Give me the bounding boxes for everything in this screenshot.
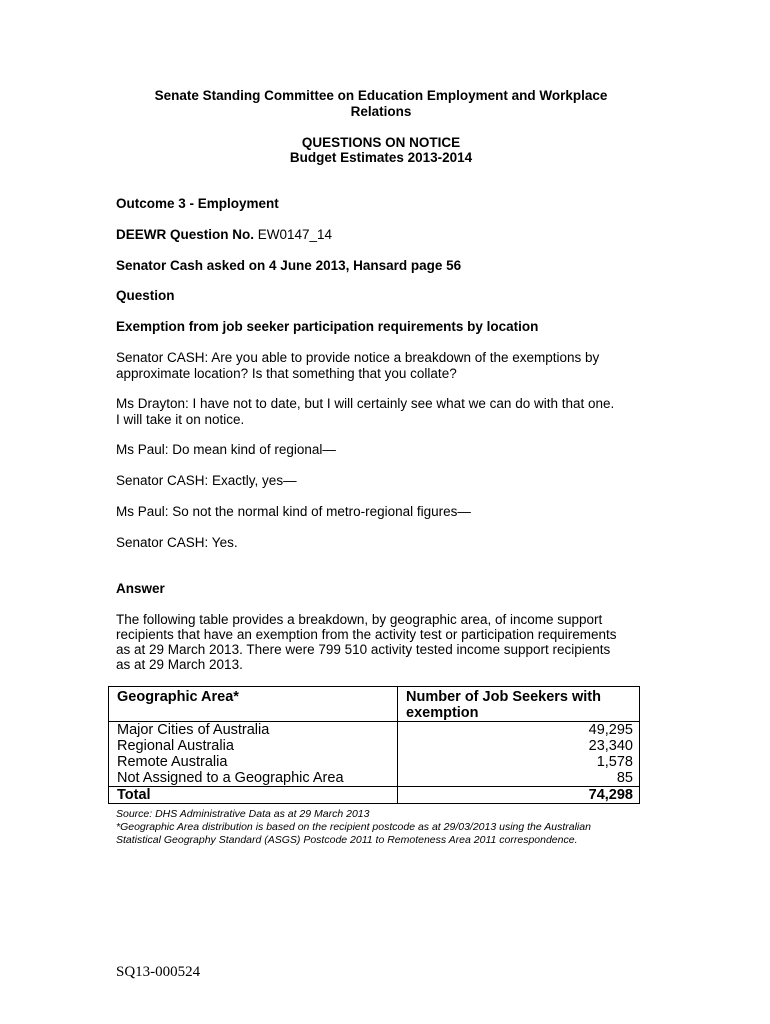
transcript-line-2b: I will take it on notice. <box>116 412 245 427</box>
table-row <box>109 722 640 739</box>
question-topic: Exemption from job seeker participation requirements by location <box>116 319 539 334</box>
table-total-label: Total <box>109 787 398 804</box>
table-cell-area: Major Cities of Australia <box>109 722 398 739</box>
transcript-line-1b: approximate location? Is that something that you collate? <box>116 366 457 381</box>
table-notes <box>116 808 656 847</box>
answer-text-line-1: The following table provides a breakdown, by geographic area, of income support <box>116 612 603 627</box>
answer-heading: Answer <box>116 581 165 596</box>
table-cell-count: 1,578 <box>398 754 640 770</box>
table-cell-count: 85 <box>398 770 640 787</box>
table-row <box>109 738 640 754</box>
table-cell-area: Not Assigned to a Geographic Area <box>109 770 398 787</box>
table-header-job-seekers: Number of Job Seekers with exemption <box>398 687 640 722</box>
table-header-geographic-area: Geographic Area* <box>109 687 398 722</box>
committee-title-line2: Relations <box>350 104 412 119</box>
table-row <box>109 754 640 770</box>
question-number-label: DEEWR Question No. <box>116 227 254 242</box>
table-cell-count: 49,295 <box>398 722 640 739</box>
answer-text-line-4: as at 29 March 2013. <box>116 657 243 672</box>
exemptions-table <box>108 686 640 804</box>
footnote-line-2: Statistical Geography Standard (ASGS) Postcode 2011 to Remoteness Area 2011 correspondence. <box>116 834 578 846</box>
table-header-row <box>109 687 640 722</box>
table-row <box>109 770 640 787</box>
table-total-value: 74,298 <box>398 787 640 804</box>
transcript-line-5: Ms Paul: So not the normal kind of metro-regional figures— <box>116 504 471 519</box>
transcript-line-6: Senator CASH: Yes. <box>116 535 238 550</box>
questions-on-notice-heading: QUESTIONS ON NOTICE <box>301 135 461 150</box>
question-number-value: EW0147_14 <box>257 227 333 242</box>
transcript-line-4: Senator CASH: Exactly, yes— <box>116 473 297 488</box>
document-reference: SQ13-000524 <box>116 964 201 980</box>
budget-estimates-heading: Budget Estimates 2013-2014 <box>289 150 473 165</box>
committee-title-line1: Senate Standing Committee on Education Employment and Workplace <box>154 88 608 103</box>
transcript-line-1a: Senator CASH: Are you able to provide notice a breakdown of the exemptions by <box>116 350 600 365</box>
table-cell-count: 23,340 <box>398 738 640 754</box>
footnote-line-1: *Geographic Area distribution is based on the recipient postcode as at 29/03/2013 using the Australian <box>116 821 591 833</box>
transcript-line-2a: Ms Drayton: I have not to date, but I will certainly see what we can do with that one. <box>116 396 615 411</box>
transcript-line-3: Ms Paul: Do mean kind of regional— <box>116 442 336 457</box>
question-heading: Question <box>116 288 175 303</box>
question-number <box>116 227 650 243</box>
asked-by-line: Senator Cash asked on 4 June 2013, Hansard page 56 <box>116 258 462 273</box>
source-note: Source: DHS Administrative Data as at 29 March 2013 <box>116 808 370 820</box>
answer-text-line-3: as at 29 March 2013. There were 799 510 activity tested income support recipients <box>116 642 611 657</box>
table-total-row <box>109 787 640 804</box>
answer-text-line-2: recipients that have an exemption from the activity test or participation requirements <box>116 627 617 642</box>
table-cell-area: Remote Australia <box>109 754 398 770</box>
table-cell-area: Regional Australia <box>109 738 398 754</box>
outcome-heading: Outcome 3 - Employment <box>116 196 279 211</box>
